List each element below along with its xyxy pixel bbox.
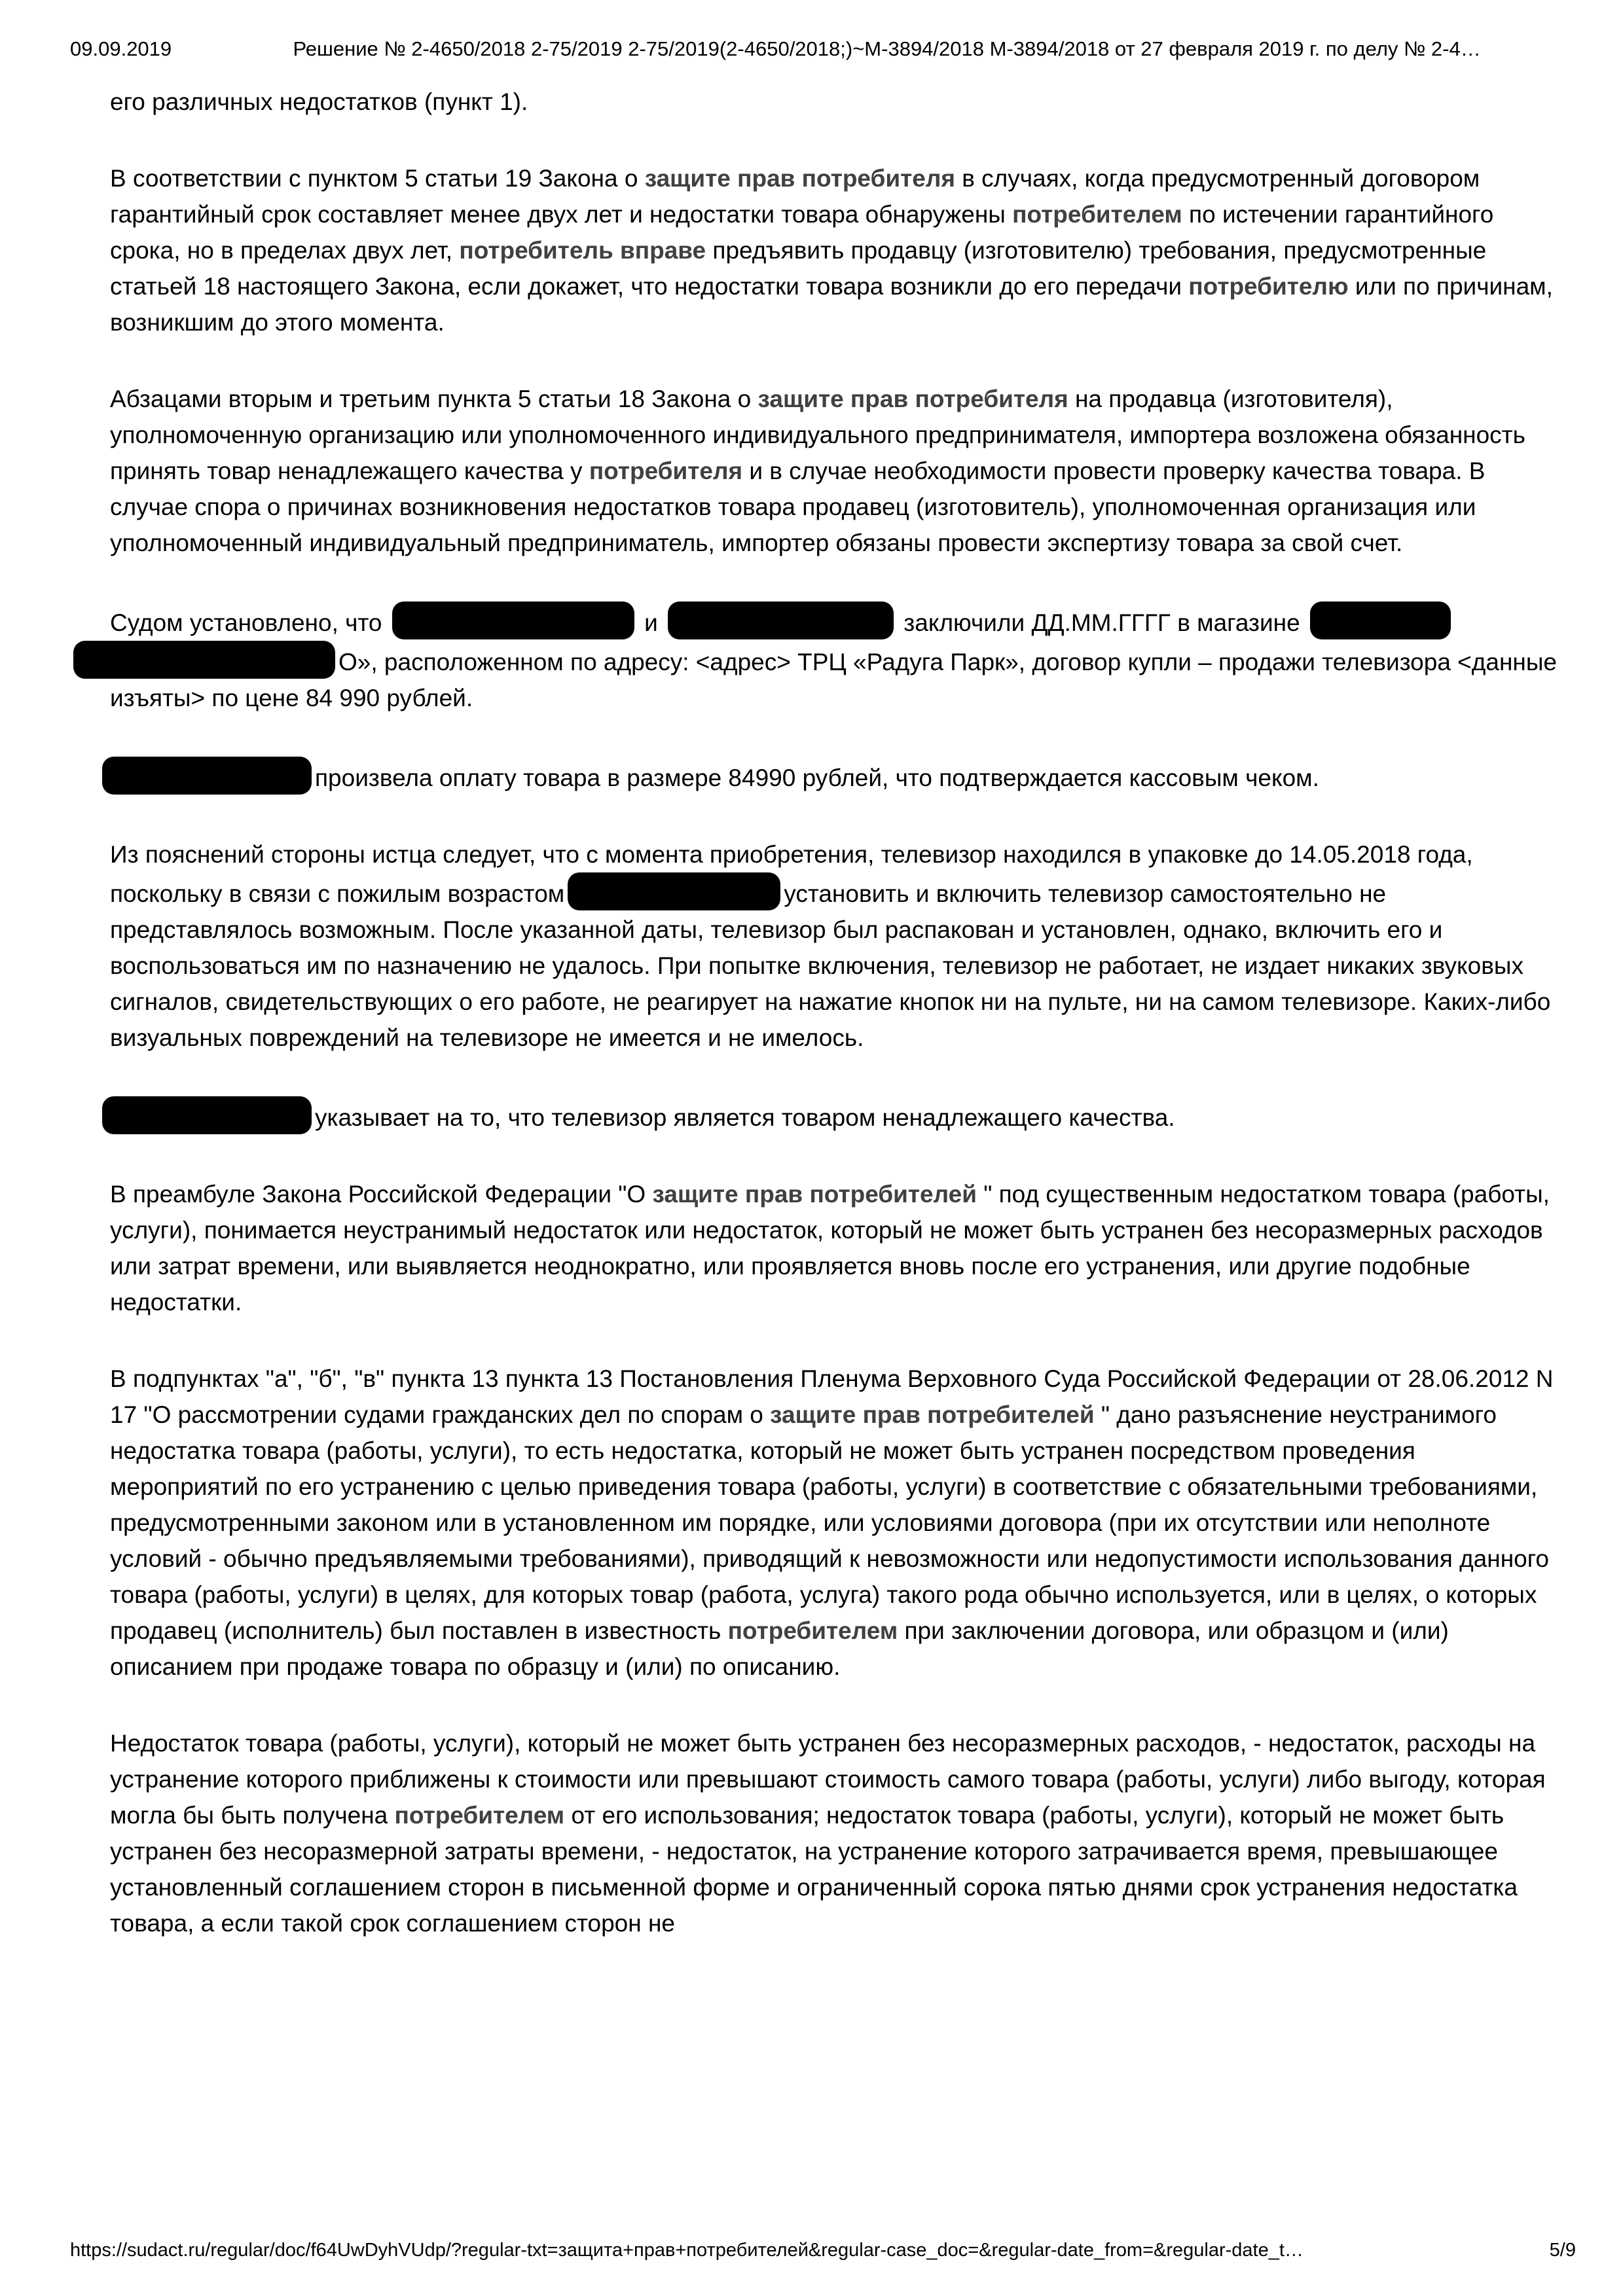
highlighted-term: потребителем [727,1617,898,1644]
highlighted-term: потребителя [589,457,743,484]
redaction-bar [73,641,335,679]
redaction-bar [1310,601,1451,639]
redaction-bar [102,757,312,795]
redaction-bar [568,872,780,910]
paragraph: Недостаток товара (работы, услуги), который не может быть устранен без несоразмерных расходов, - недостаток, расходы на устранение которого приближены к стоимости или превышают стоимость самого товара (работы, услуги) либо выгоду, которая могла бы быть получена потребителем от его использования; недостаток товара (работы, услуги), который не может быть устранен без несоразмерной затраты времени, - недостаток, на устранение которого затрачивается время, превышающее установленный соглашением сторон в письменной форме и ограниченный сорока пятью днями срок устранения недостатка товара, а если такой срок соглашением сторон не [110,1730,1546,1937]
highlighted-term: защите прав потребителя [757,386,1068,412]
redaction-bar [668,601,894,639]
highlighted-term: потребителю [1188,273,1349,300]
paragraph: произвела оплату товара в размере 84990 рублей, что подтверждается кассовым чеком. [110,757,1558,796]
redaction-bar [102,1096,312,1134]
document-body [110,84,1558,1982]
highlighted-term: защите прав потребителей [652,1181,977,1208]
paragraph: Судом установлено, что и заключили ДД.ММ.ГГГГ в магазине О», расположенном по адресу: <адрес> ТРЦ «Радуга Парк», договор купли – продажи телевизора <данные изъяты> по цене 84 990 рублей. [110,601,1558,716]
highlighted-term: потребителем [394,1802,565,1829]
document-title: Решение № 2-4650/2018 2-75/2019 2-75/2019(2-4650/2018;)~М-3894/2018 М-3894/2018 от 27 февраля 2019 г. по делу № 2-4… [293,37,1481,60]
highlighted-term: защите прав потребителя [644,165,955,192]
highlighted-term: потребитель вправе [459,237,706,264]
redaction-bar [392,601,634,639]
paragraph: его различных недостатков (пункт 1). [110,88,528,115]
print-header [70,37,1576,62]
page-indicator: 5/9 [1549,2240,1576,2261]
paragraph: В соответствии с пунктом 5 статьи 19 Закона о защите прав потребителя в случаях, когда предусмотренный договором гарантийный срок составляет менее двух лет и недостатки товара обнаружены потребителем по истечении гарантийного срока, но в пределах двух лет, потребитель вправе предъявить продавцу (изготовителю) требования, предусмотренные статьей 18 настоящего Закона, если докажет, что недостатки товара возникли до его передачи потребителю или по причинам, возникшим до этого момента. [110,165,1553,336]
print-date: 09.09.2019 [70,37,172,60]
paragraph: В преамбуле Закона Российской Федерации "О защите прав потребителей " под существенным недостатком товара (работы, услуги), понимается неустранимый недостаток или недостаток, который не может быть устранен без несоразмерных расходов или затрат времени, или выявляется неоднократно, или проявляется вновь после его устранения, или другие подобные недостатки. [110,1181,1550,1316]
print-footer [70,2238,1576,2262]
source-url: https://sudact.ru/regular/doc/f64UwDyhVUdp/?regular-txt=защита+прав+потребителей&regular-case_doc=&regular-date_from=&regular-date_t… [70,2240,1304,2261]
paragraph: указывает на то, что телевизор является товаром ненадлежащего качества. [110,1096,1558,1136]
paragraph: Абзацами вторым и третьим пункта 5 статьи 18 Закона о защите прав потребителя на продавца (изготовителя), уполномоченную организацию или уполномоченного индивидуального предпринимателя, импортера возложена обязанность принять товар ненадлежащего качества у потребителя и в случае необходимости провести проверку качества товара. В случае спора о причинах возникновения недостатков товара продавец (изготовитель), уполномоченная организация или уполномоченный индивидуальный предприниматель, импортер обязаны провести экспертизу товара за свой счет. [110,386,1525,556]
highlighted-term: потребителем [1012,201,1182,228]
paragraph: В подпунктах "а", "б", "в" пункта 13 пункта 13 Постановления Пленума Верховного Суда Российской Федерации от 28.06.2012 N 17 "О рассмотрении судами гражданских дел по спорам о защите прав потребителей " дано разъяснение неустранимого недостатка товара (работы, услуги), то есть недостатка, который не может быть устранен посредством проведения мероприятий по его устранению с целью приведения товара (работы, услуги) в соответствие с обязательными требованиями, предусмотренными законом или в установленном им порядке, или условиями договора (при их отсутствии или неполноте условий - обычно предъявляемыми требованиями), приводящий к невозможности или недопустимости использования данного товара (работы, услуги) в целях, для которых товар (работа, услуга) такого рода обычно используется, или в целях, о которых продавец (исполнитель) был поставлен в известность потребителем при заключении договора, или образцом и (или) описанием при продаже товара по образцу и (или) по описанию. [110,1365,1554,1680]
highlighted-term: защите прав потребителей [770,1401,1095,1428]
paragraph: Из пояснений стороны истца следует, что с момента приобретения, телевизор находился в упаковке до 14.05.2018 года, поскольку в связи с пожилым возрастом установить и включить телевизор самостоятельно не представлялось возможным. После указанной даты, телевизор был распакован и установлен, однако, включить его и воспользоваться им по назначению не удалось. При попытке включения, телевизор не работает, не издает никаких звуковых сигналов, свидетельствующих о его работе, не реагирует на нажатие кнопок ни на пульте, ни на самом телевизоре. Каких-либо визуальных повреждений на телевизоре не имеется и не имелось. [110,841,1551,1051]
